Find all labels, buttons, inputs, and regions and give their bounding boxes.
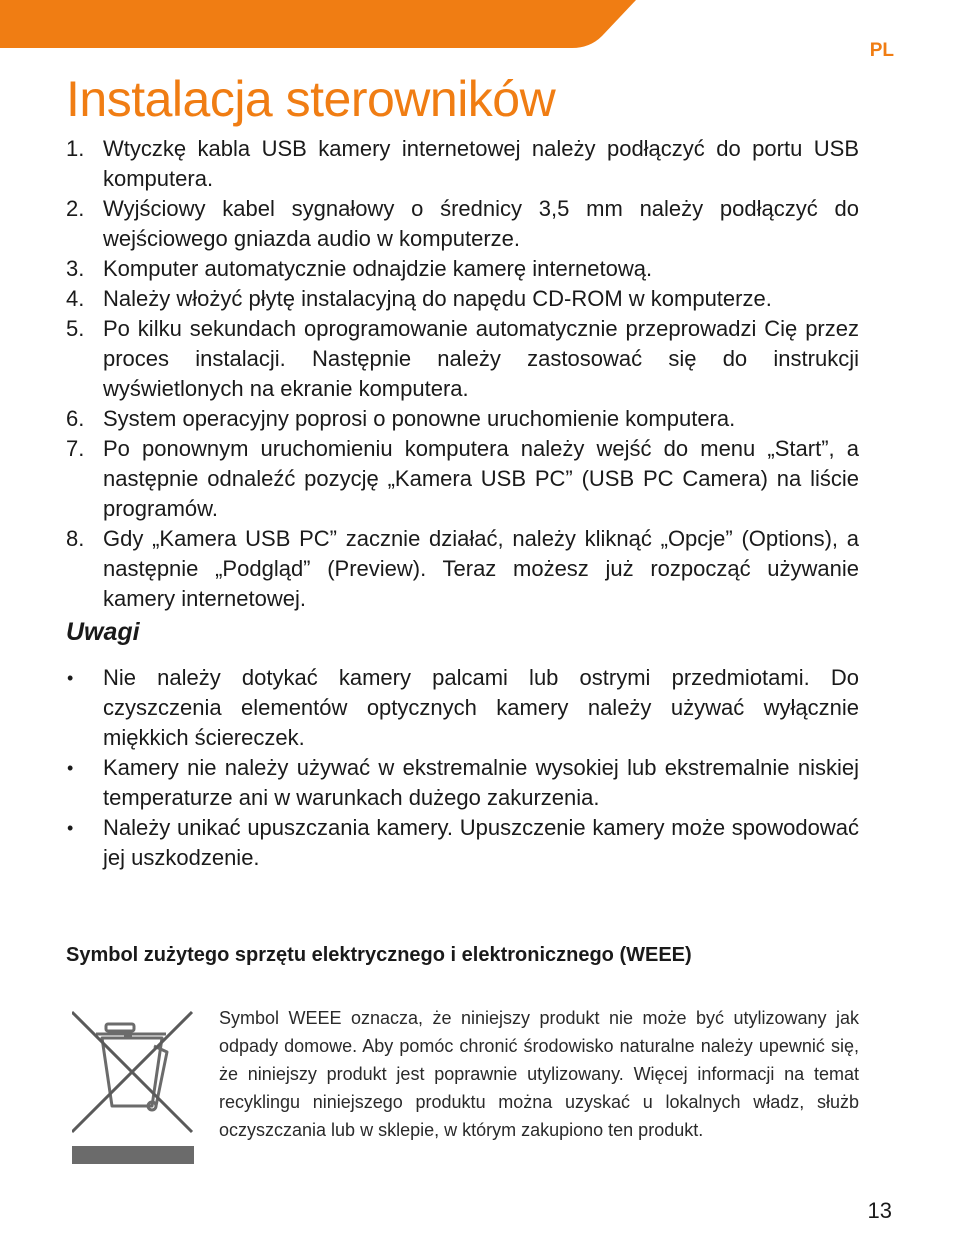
- weee-heading: Symbol zużytego sprzętu elektrycznego i elektronicznego (WEEE): [66, 944, 692, 966]
- step-item: 6. System operacyjny poprosi o ponowne uruchomienie komputera.: [66, 406, 736, 431]
- bullet: •: [67, 818, 74, 838]
- step-text: Po ponownym uruchomieniu komputera należy wejść do menu „Start”, a następnie odnaleźć pozycję „Kamera USB PC” (USB PC Camera) na liście programów.: [103, 436, 859, 521]
- step-item: 2. Wyjściowy kabel sygnałowy o średnicy 3,5 mm należy podłączyć do wejściowego gniazda audio w komputerze.: [66, 196, 859, 251]
- installation-steps: [66, 134, 859, 614]
- step-item: 8. Gdy „Kamera USB PC” zacznie działać, należy kliknąć „Opcje” (Options), a następnie „Podgląd” (Preview). Teraz możesz już rozpocząć używanie kamery internetowej.: [66, 526, 859, 611]
- step-text: System operacyjny poprosi o ponowne uruchomienie komputera.: [103, 406, 736, 431]
- step-text: Wyjściowy kabel sygnałowy o średnicy 3,5 mm należy podłączyć do wejściowego gniazda audio w komputerze.: [103, 196, 859, 251]
- note-text: Należy unikać upuszczania kamery. Upuszczenie kamery może spowodować jej uszkodzenie.: [103, 815, 859, 870]
- crossed-out-wheelie-bin-icon: [72, 1010, 194, 1168]
- note-item: [66, 813, 859, 873]
- note-item: [66, 753, 859, 813]
- step-text: Gdy „Kamera USB PC” zacznie działać, należy kliknąć „Opcje” (Options), a następnie „Podgląd” (Preview). Teraz możesz już rozpocząć używanie kamery internetowej.: [103, 526, 859, 611]
- bullet: •: [67, 758, 74, 778]
- note-text: Kamery nie należy używać w ekstremalnie wysokiej lub ekstremalnie niskiej temperaturze ani w warunkach dużego zakurzenia.: [103, 755, 859, 810]
- step-text: Po kilku sekundach oprogramowanie automatycznie przeprowadzi Cię przez proces instalacji. Następnie należy zastosować się do instrukcji wyświetlonych na ekranie komputera.: [103, 316, 859, 401]
- step-text: Należy włożyć płytę instalacyjną do napędu CD-ROM w komputerze.: [103, 286, 772, 311]
- page-number: 13: [867, 1198, 892, 1223]
- page-title: Instalacja sterowników: [66, 71, 556, 127]
- note-item: [66, 663, 859, 753]
- step-item: 1. Wtyczkę kabla USB kamery internetowej należy podłączyć do portu USB komputera.: [66, 136, 859, 191]
- bullet: •: [67, 668, 74, 688]
- step-item: 5. Po kilku sekundach oprogramowanie automatycznie przeprowadzi Cię przez proces instalacji. Następnie należy zastosować się do instrukcji wyświetlonych na ekranie komputera.: [66, 316, 859, 401]
- weee-text: Symbol WEEE oznacza, że niniejszy produkt nie może być utylizowany jak odpady domowe. Aby pomóc chronić środowisko naturalne należy upewnić się, że niniejszy produkt jest poprawnie utylizowany. Więcej informacji na temat recyklingu niniejszego produktu można uzyskać u lokalnych władz, służb oczyszczania lub w sklepie, w którym zakupiono ten produkt.: [219, 1008, 859, 1140]
- step-text: Wtyczkę kabla USB kamery internetowej należy podłączyć do portu USB komputera.: [103, 136, 859, 191]
- note-text: Nie należy dotykać kamery palcami lub ostrymi przedmiotami. Do czyszczenia elementów optycznych kamery należy używać wyłącznie miękkich ściereczek.: [103, 665, 859, 750]
- header-banner: [0, 0, 640, 48]
- step-item: 4. Należy włożyć płytę instalacyjną do napędu CD-ROM w komputerze.: [66, 286, 772, 311]
- language-label: PL: [869, 40, 894, 61]
- notes-list: [66, 663, 859, 873]
- step-item: 7. Po ponownym uruchomieniu komputera należy wejść do menu „Start”, a następnie odnaleźć pozycję „Kamera USB PC” (USB PC Camera) na liście programów.: [66, 436, 859, 521]
- notes-heading: Uwagi: [66, 618, 140, 646]
- step-text: Komputer automatycznie odnajdzie kamerę internetową.: [103, 256, 653, 281]
- step-item: 3. Komputer automatycznie odnajdzie kamerę internetową.: [66, 256, 653, 281]
